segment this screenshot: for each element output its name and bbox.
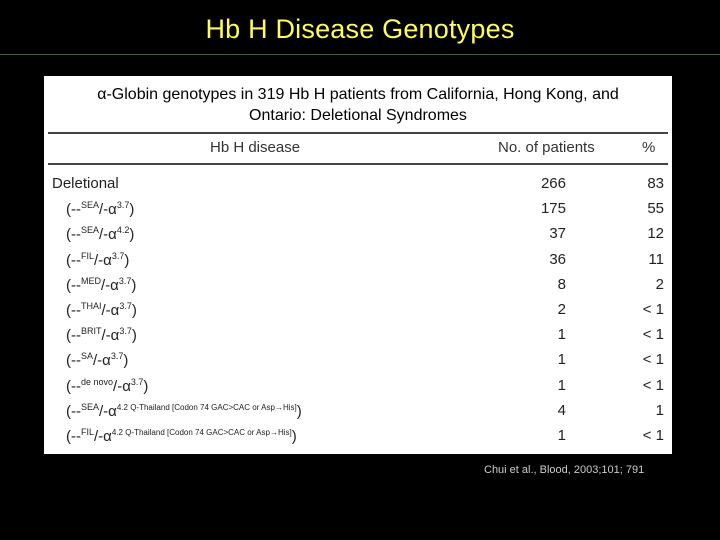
percent-value: < 1 bbox=[642, 301, 664, 318]
table-row bbox=[44, 326, 672, 350]
patient-count: 1 bbox=[557, 427, 566, 444]
genotype-text: ) bbox=[131, 327, 137, 345]
genotype-text: ) bbox=[129, 201, 135, 219]
genotype-text: ) bbox=[123, 352, 129, 370]
percent-value: 11 bbox=[648, 250, 664, 268]
table-row bbox=[44, 175, 672, 199]
genotype-text: (-- bbox=[66, 428, 81, 445]
genotype-superscript: 3.7 bbox=[116, 200, 130, 211]
genotype-superscript: 4.2 Q-Thailand [Codon 74 GAC>CAC or Asp→His] bbox=[116, 402, 297, 412]
percent-value: 12 bbox=[647, 225, 664, 243]
genotype-text: ) bbox=[131, 276, 137, 294]
genotype-text: ) bbox=[143, 377, 149, 395]
genotype-text: /-α bbox=[94, 428, 112, 445]
genotype-text: /-α bbox=[99, 201, 117, 219]
table-header-rule bbox=[48, 163, 668, 165]
genotype-superscript: MED bbox=[81, 275, 101, 286]
genotype-text: ) bbox=[296, 402, 302, 420]
header-genotype: Hb H disease bbox=[210, 139, 301, 156]
patient-count: 36 bbox=[549, 250, 566, 268]
patient-count: 175 bbox=[540, 200, 566, 218]
genotype-label bbox=[66, 427, 297, 445]
genotype-superscript: 3.7 bbox=[119, 301, 132, 311]
table-row bbox=[44, 301, 672, 325]
genotype-text: (-- bbox=[66, 201, 81, 219]
citation: Chui et al., Blood, 2003;101; 791 bbox=[484, 464, 645, 476]
patient-count: 1 bbox=[557, 326, 566, 344]
genotype-superscript: SEA bbox=[81, 225, 100, 236]
genotype-text: (-- bbox=[66, 276, 81, 294]
percent-value: 83 bbox=[647, 175, 664, 192]
table-top-rule bbox=[48, 132, 668, 134]
genotype-text: (-- bbox=[66, 377, 81, 395]
percent-value: < 1 bbox=[642, 427, 664, 444]
caption-line-1: α-Globin genotypes in 319 Hb H patients from California, Hong Kong, and bbox=[97, 86, 619, 103]
genotype-superscript: 3.7 bbox=[130, 376, 144, 387]
patient-count: 4 bbox=[557, 401, 566, 419]
genotype-superscript: FIL bbox=[81, 427, 95, 437]
genotype-text: (-- bbox=[66, 302, 81, 319]
genotype-text: /-α bbox=[94, 251, 112, 269]
genotype-label bbox=[66, 326, 137, 344]
genotype-superscript: 3.7 bbox=[118, 275, 132, 286]
patient-count: 37 bbox=[549, 225, 566, 243]
genotype-text: (-- bbox=[66, 327, 81, 345]
genotype-text: /-α bbox=[99, 402, 117, 420]
genotype-text: Deletional bbox=[52, 175, 119, 192]
genotype-text: (-- bbox=[66, 352, 81, 370]
genotype-text: /-α bbox=[101, 327, 120, 345]
genotype-text: ) bbox=[129, 226, 135, 244]
genotype-superscript: 3.7 bbox=[119, 326, 132, 337]
genotype-superscript: BRIT bbox=[81, 326, 102, 337]
patient-count: 8 bbox=[557, 275, 566, 293]
genotype-text: /-α bbox=[113, 377, 131, 395]
genotype-text: /-α bbox=[101, 276, 119, 294]
patient-count: 1 bbox=[557, 376, 566, 394]
patient-count: 2 bbox=[557, 301, 566, 318]
table-row bbox=[44, 225, 672, 249]
table-row bbox=[44, 200, 672, 224]
genotype-label bbox=[66, 351, 128, 369]
genotype-superscript: 4.2 Q-Thailand [Codon 74 GAC>CAC or Asp→His] bbox=[111, 428, 292, 437]
genotype-text: ) bbox=[131, 302, 137, 319]
genotype-superscript: 3.7 bbox=[111, 250, 125, 261]
table-row bbox=[44, 276, 672, 300]
patient-count: 266 bbox=[540, 175, 566, 192]
table-row bbox=[44, 427, 672, 451]
percent-value: < 1 bbox=[642, 326, 664, 344]
genotype-superscript: FIL bbox=[81, 250, 95, 261]
genotype-superscript: 3.7 bbox=[110, 351, 124, 362]
genotype-label bbox=[66, 301, 137, 319]
genotype-superscript: SEA bbox=[81, 200, 100, 211]
percent-value: 55 bbox=[647, 200, 664, 218]
genotype-text: /-α bbox=[99, 226, 117, 244]
table-row bbox=[44, 351, 672, 375]
genotype-label bbox=[66, 402, 302, 420]
genotype-label bbox=[66, 225, 134, 243]
table-caption bbox=[44, 84, 672, 126]
genotype-label bbox=[66, 200, 134, 218]
genotype-text: (-- bbox=[66, 251, 81, 269]
table-row bbox=[44, 402, 672, 426]
genotype-text: (-- bbox=[66, 226, 81, 244]
genotype-superscript: de novo bbox=[81, 376, 114, 387]
header-percent: % bbox=[642, 139, 656, 156]
genotype-text: ) bbox=[124, 251, 130, 269]
header-patients: No. of patients bbox=[498, 139, 595, 156]
genotype-text: /-α bbox=[101, 302, 120, 319]
slide-title: Hb H Disease Genotypes bbox=[205, 14, 515, 44]
genotype-superscript: SA bbox=[81, 351, 94, 362]
title-divider bbox=[0, 54, 720, 55]
genotype-text: /-α bbox=[93, 352, 111, 370]
percent-value: < 1 bbox=[642, 351, 664, 369]
genotype-label bbox=[66, 377, 148, 395]
percent-value: 1 bbox=[655, 401, 664, 419]
patient-count: 1 bbox=[557, 351, 566, 369]
genotype-superscript: 4.2 bbox=[116, 225, 130, 236]
genotype-label bbox=[66, 251, 129, 269]
table-row bbox=[44, 251, 672, 275]
caption-line-2: Ontario: Deletional Syndromes bbox=[249, 107, 467, 124]
genotype-text: (-- bbox=[66, 402, 81, 420]
genotype-superscript: SEA bbox=[81, 401, 100, 412]
genotype-label bbox=[52, 175, 119, 192]
percent-value: 2 bbox=[655, 275, 664, 293]
genotype-text: ) bbox=[291, 428, 297, 445]
genotype-label bbox=[66, 276, 136, 294]
genotype-table-panel bbox=[44, 76, 672, 454]
table-row bbox=[44, 377, 672, 401]
genotype-superscript: THAI bbox=[81, 301, 102, 311]
percent-value: < 1 bbox=[642, 376, 664, 394]
